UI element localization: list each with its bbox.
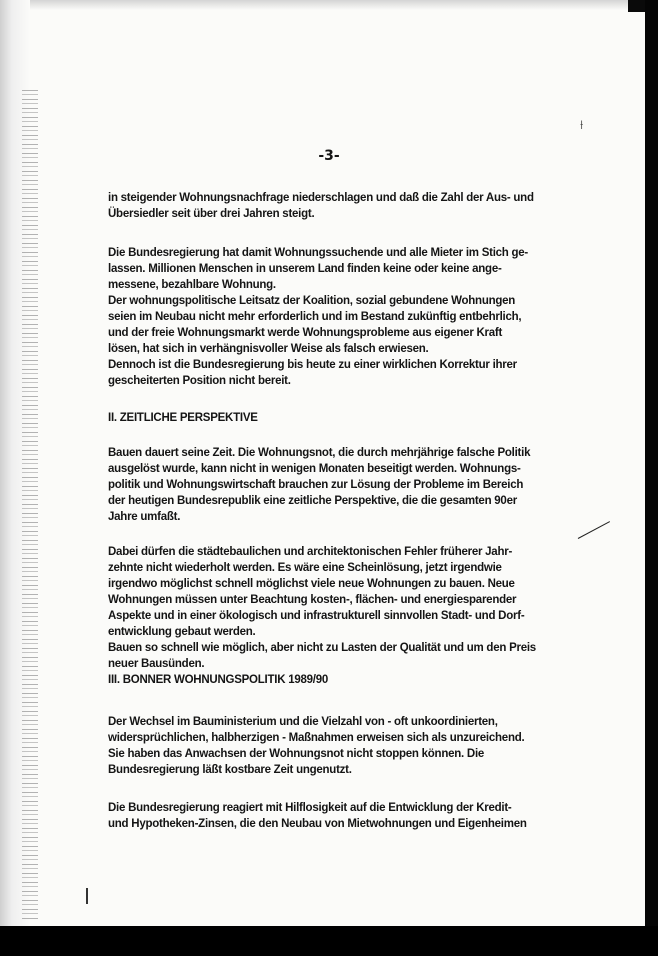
text-line: Aspekte und in einer ökologisch und infrastrukturell sinnvollen Stadt- und Dorf- bbox=[108, 610, 525, 622]
text-line: und Hypotheken-Zinsen, die den Neubau von Mietwohnungen und Eigenheimen bbox=[108, 818, 527, 830]
scan-edge-top bbox=[0, 0, 658, 10]
text-line: lassen. Millionen Menschen in unserem Land finden keine oder keine ange- bbox=[108, 263, 502, 275]
heading-text: II. ZEITLICHE PERSPEKTIVE bbox=[108, 412, 258, 424]
text-line: seien im Neubau nicht mehr erforderlich und im Bestand zukünftig entbehrlich, bbox=[108, 311, 522, 323]
text-line: irgendwo möglichst schnell möglichst viele neue Wohnungen zu bauen. Neue bbox=[108, 578, 515, 590]
text-line: messene, bezahlbare Wohnung. bbox=[108, 279, 276, 291]
text-line: lösen, hat sich in verhängnisvoller Weise als falsch erwiesen. bbox=[108, 343, 429, 355]
page-number: -3- bbox=[318, 148, 340, 164]
text-line: gescheiterten Position nicht bereit. bbox=[108, 375, 291, 387]
scan-dark-edge-bottom bbox=[0, 926, 658, 956]
text-line: in steigender Wohnungsnachfrage niederschlagen und daß die Zahl der Aus- und bbox=[108, 192, 534, 204]
text-line: zehnte nicht wiederholt werden. Es wäre eine Scheinlösung, jetzt irgendwie bbox=[108, 562, 502, 574]
text-line: Die Bundesregierung reagiert mit Hilflosigkeit auf die Entwicklung der Kredit- bbox=[108, 802, 512, 814]
text-line: Bauen dauert seine Zeit. Die Wohnungsnot, die durch mehrjährige falsche Politik bbox=[108, 447, 531, 459]
paragraph bbox=[108, 190, 552, 222]
text-line: entwicklung gebaut werden. bbox=[108, 626, 256, 638]
paragraph bbox=[108, 245, 552, 389]
text-line: Wohnungen müssen unter Beachtung kosten-, flächen- und energiesparender bbox=[108, 594, 517, 606]
paragraph bbox=[108, 544, 552, 688]
text-line: widersprüchlichen, halbherzigen - Maßnahmen erweisen sich als unzureichend. bbox=[108, 732, 525, 744]
text-line: Dennoch ist die Bundesregierung bis heute zu einer wirklichen Korrektur ihrer bbox=[108, 359, 517, 371]
text-line: Übersiedler seit über drei Jahren steigt. bbox=[108, 208, 315, 220]
text-line: Sie haben das Anwachsen der Wohnungsnot nicht stoppen können. Die bbox=[108, 748, 485, 760]
paragraph bbox=[108, 714, 552, 778]
text-line: ausgelöst wurde, kann nicht in wenigen Monaten beseitigt werden. Wohnungs- bbox=[108, 463, 521, 475]
scan-binding-texture bbox=[22, 90, 38, 920]
paragraph bbox=[108, 800, 552, 832]
pen-stroke bbox=[578, 521, 610, 539]
pen-mark-icon: ⟊ bbox=[580, 118, 584, 133]
text-line: und der freie Wohnungsmarkt werde Wohnungsprobleme aus eigener Kraft bbox=[108, 327, 503, 339]
text-line: Die Bundesregierung hat damit Wohnungssuchende und alle Mieter im Stich ge- bbox=[108, 247, 529, 259]
text-line: Der Wechsel im Bauministerium und die Vielzahl von - oft unkoordinierten, bbox=[108, 716, 498, 728]
text-line: neuer Bausünden. bbox=[108, 658, 205, 670]
text-line: Bauen so schnell wie möglich, aber nicht zu Lasten der Qualität und um den Preis bbox=[108, 642, 536, 654]
section-heading bbox=[108, 410, 552, 426]
text-line: Dabei dürfen die städtebaulichen und architektonischen Fehler früherer Jahr- bbox=[108, 546, 513, 558]
text-line: der heutigen Bundesrepublik eine zeitliche Perspektive, die die gesamten 90er bbox=[108, 495, 517, 507]
section-heading: III. BONNER WOHNUNGSPOLITIK 1989/90 bbox=[108, 674, 329, 686]
text-line: politik und Wohnungswirtschaft brauchen zur Lösung der Probleme im Bereich bbox=[108, 479, 524, 491]
text-line: Der wohnungspolitische Leitsatz der Koalition, sozial gebundene Wohnungen bbox=[108, 295, 516, 307]
paragraph bbox=[108, 445, 552, 525]
scan-dark-edge-right bbox=[645, 0, 658, 926]
text-line: Jahre umfaßt. bbox=[108, 511, 181, 523]
pen-tick bbox=[86, 888, 88, 904]
text-line: Bundesregierung läßt kostbare Zeit ungenutzt. bbox=[108, 764, 352, 776]
